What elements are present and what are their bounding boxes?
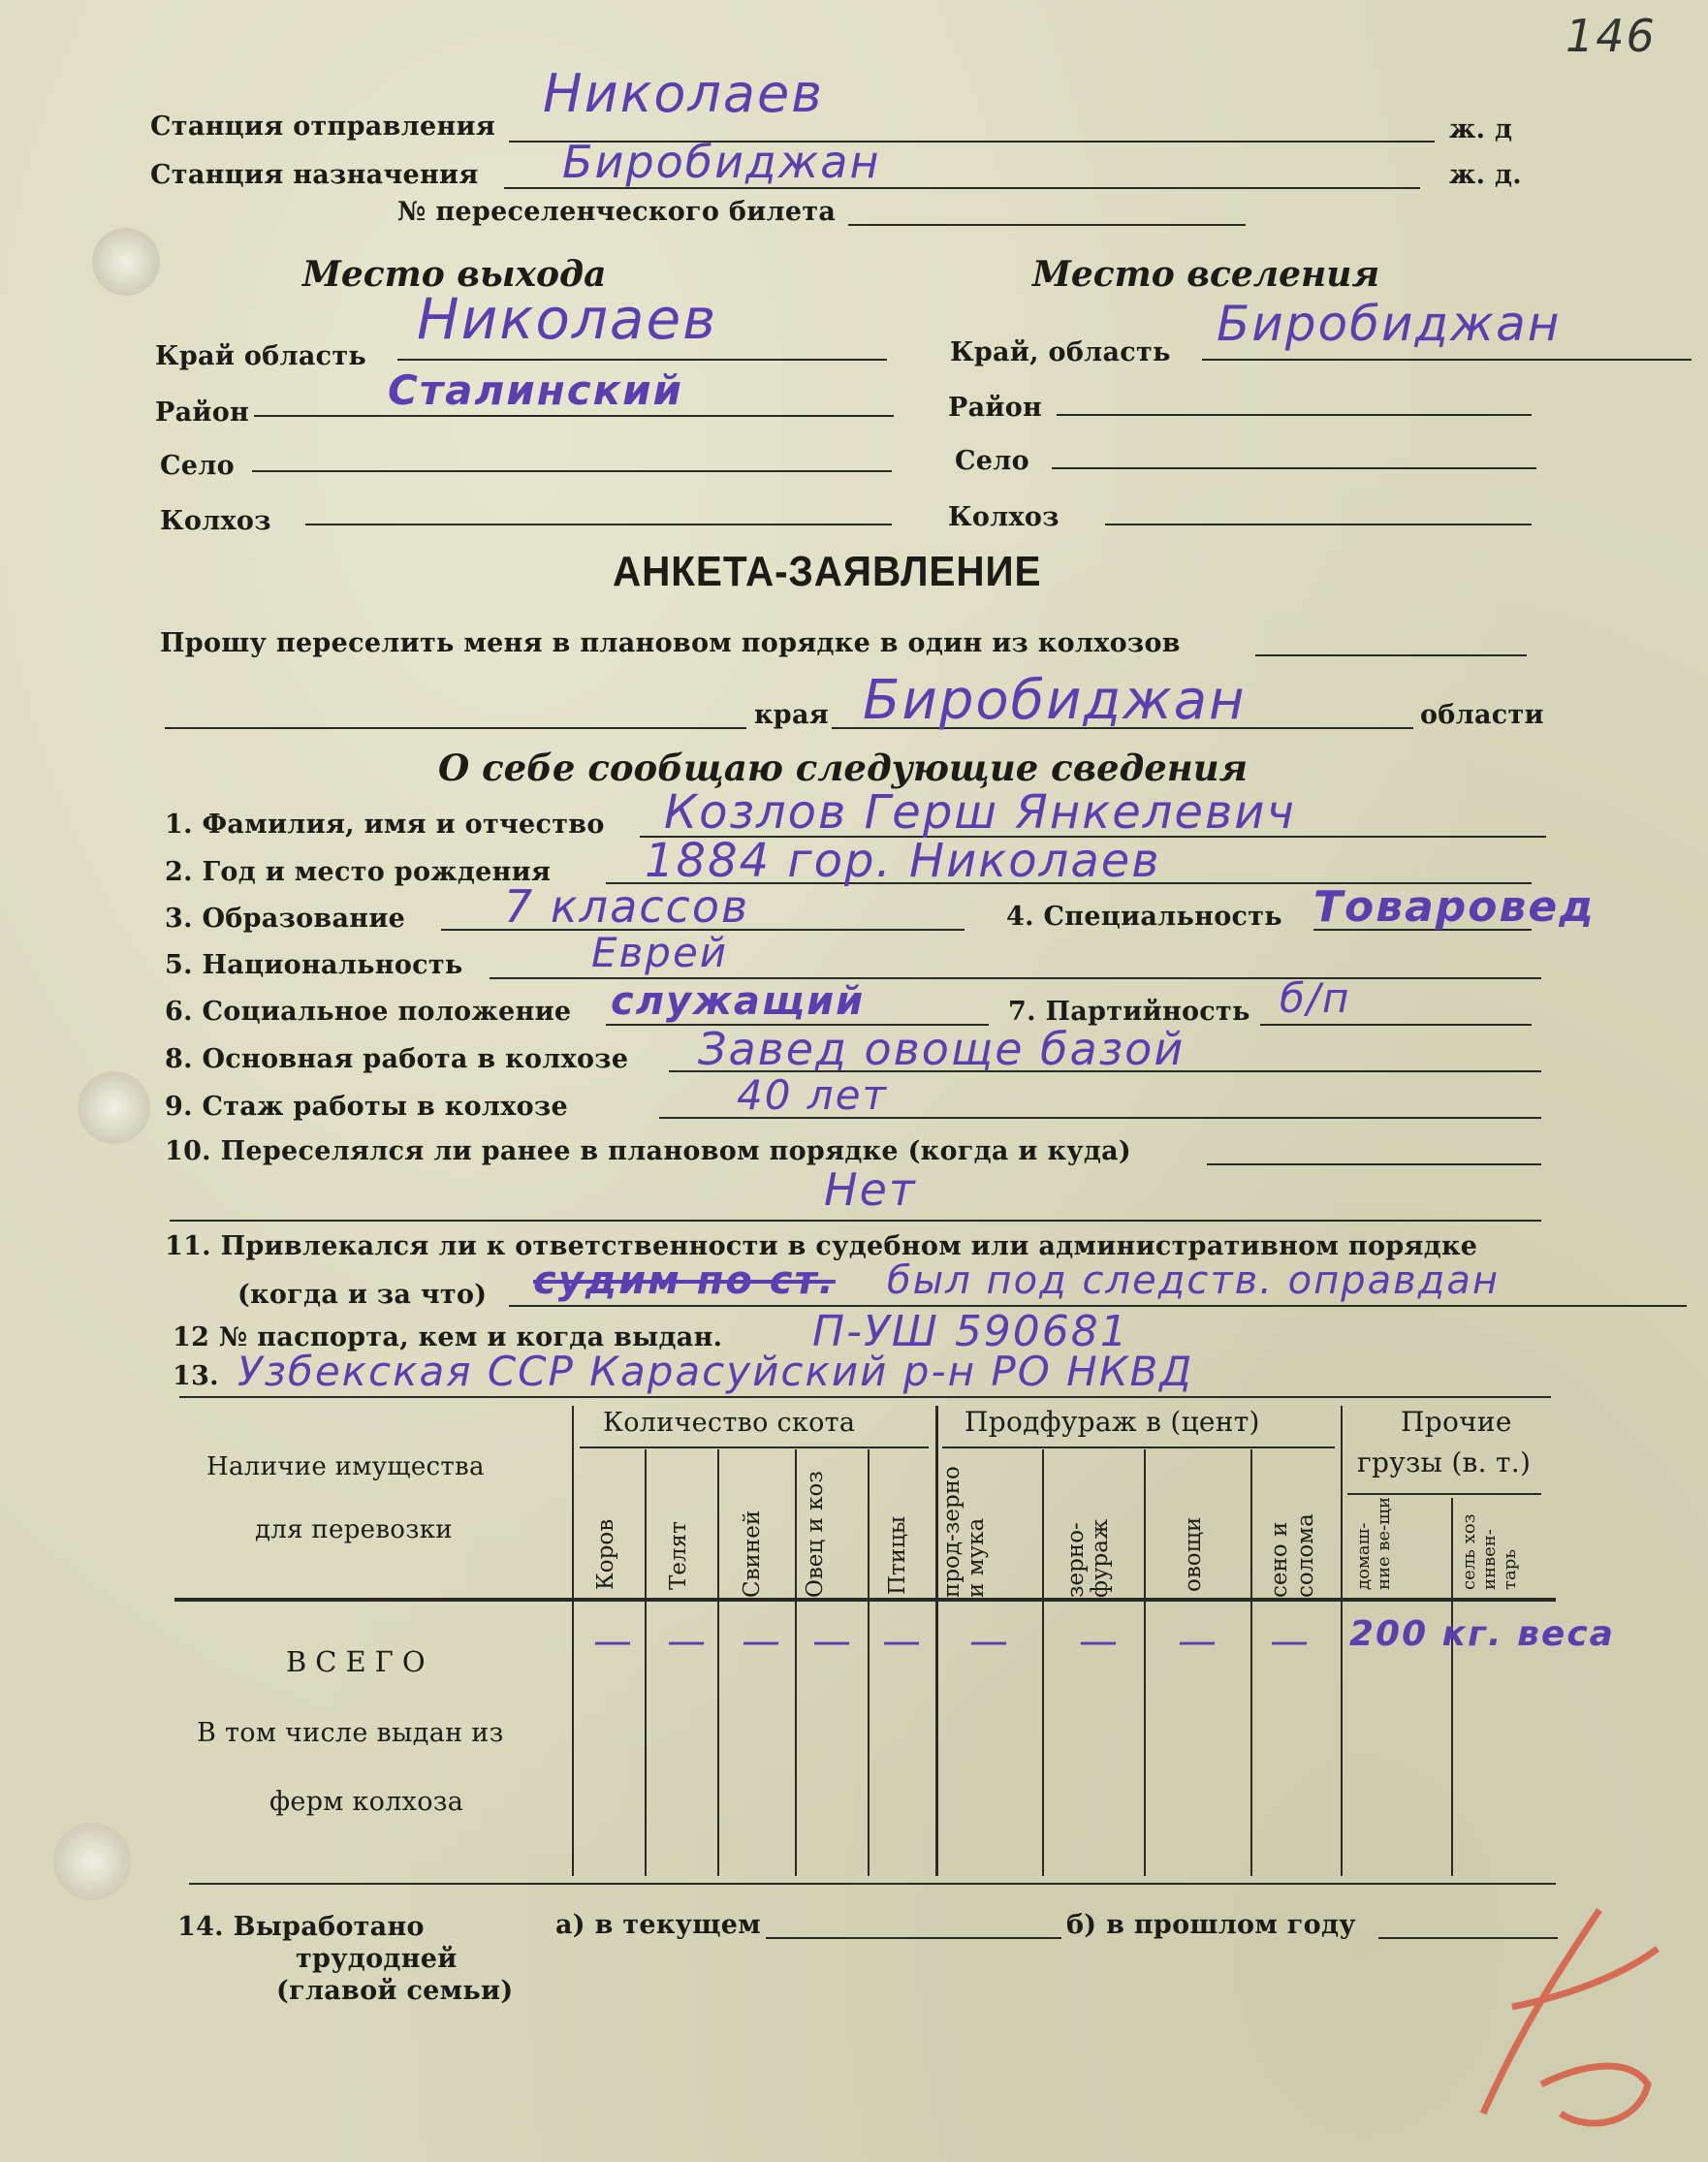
other-group-2: грузы (в. т.) <box>1357 1447 1532 1478</box>
issued-label-2: ферм колхоза <box>269 1787 464 1817</box>
settlement-district-label: Район <box>948 393 1043 423</box>
info-heading: О себе сообщаю следующие сведения <box>438 747 1249 789</box>
field-11-value-struck: судим по ст. <box>533 1258 836 1303</box>
property-label-2: для перевозки <box>255 1515 453 1544</box>
total-label: ВСЕГО <box>286 1645 434 1678</box>
total-poultry: — <box>882 1619 923 1664</box>
field-11-value: был под следств. оправдан <box>887 1258 1501 1303</box>
field-4-value: Товаровед <box>1313 882 1596 932</box>
field-5-label: 5. Национальность <box>165 950 463 980</box>
ticket-line <box>848 224 1246 226</box>
origin-region-value: Николаев <box>417 286 718 352</box>
field-9-value: 40 лет <box>737 1071 888 1119</box>
origin-district-line <box>254 415 894 417</box>
workdays-label-2: трудодней <box>296 1944 458 1974</box>
field-7-label: 7. Партийность <box>1008 997 1250 1027</box>
workdays-current-label: а) в текущем <box>555 1910 761 1940</box>
settlement-district-line <box>1057 414 1532 416</box>
total-pigs: — <box>742 1619 782 1664</box>
fodder-group: Продфураж в (цент) <box>965 1406 1260 1438</box>
column-divider <box>795 1449 797 1876</box>
settlement-village-label: Село <box>955 446 1029 476</box>
table-top-border <box>179 1396 1551 1398</box>
krai-value: Биробиджан <box>863 669 1247 732</box>
departure-suffix: ж. д <box>1449 114 1513 144</box>
total-hay-straw: — <box>1270 1619 1311 1664</box>
column-header-household: домаш-ние ве-щи <box>1353 1497 1394 1590</box>
oblast-label: области <box>1420 700 1544 730</box>
column-header-pigs: Свиней <box>740 1510 765 1598</box>
total-grain-flour: — <box>969 1619 1010 1664</box>
column-divider <box>1451 1498 1453 1876</box>
column-header-sheep: Овец и коз <box>803 1471 828 1598</box>
form-title: АНКЕТА-ЗАЯВЛЕНИЕ <box>613 548 1042 595</box>
table-sub-line <box>580 1447 929 1448</box>
field-8-value: Завед овоще базой <box>698 1023 1186 1075</box>
settlement-village-line <box>1052 467 1536 469</box>
issued-label-1: В том числе выдан из <box>197 1718 504 1748</box>
field-10-line <box>1207 1163 1541 1165</box>
origin-region-line <box>397 359 887 361</box>
red-pencil-mark <box>1454 1891 1677 2143</box>
settlement-region-line <box>1202 359 1692 361</box>
origin-village-line <box>252 470 892 472</box>
total-cows: — <box>593 1619 634 1664</box>
workdays-label-3: (главой семьи) <box>276 1976 514 2006</box>
krai-label: края <box>754 700 830 730</box>
settlement-region-label: Край, область <box>950 337 1171 367</box>
column-header-vegetables: овощи <box>1181 1516 1206 1592</box>
request-text: Прошу переселить меня в плановом порядке в один из колхозов <box>160 628 1181 658</box>
request-line-2 <box>165 727 746 729</box>
departure-value: Николаев <box>543 63 825 124</box>
field-13-value: Узбекская ССР Карасуйский р-н РО НКВД <box>237 1348 1194 1395</box>
pin-hole <box>78 1071 150 1144</box>
field-12-value: П-УШ 590681 <box>812 1307 1129 1356</box>
field-6-label: 6. Социальное положение <box>165 997 572 1027</box>
column-divider <box>645 1449 647 1876</box>
field-3-label: 3. Образование <box>165 904 406 934</box>
field-10-value: Нет <box>824 1163 917 1216</box>
request-line <box>1255 654 1527 656</box>
origin-region-label: Край область <box>155 341 367 371</box>
field-8-label: 8. Основная работа в колхозе <box>165 1044 629 1074</box>
field-13-label: 13. <box>173 1361 219 1391</box>
total-household: 200 кг. веса <box>1349 1614 1615 1654</box>
field-1-label: 1. Фамилия, имя и отчество <box>165 810 605 840</box>
column-header-hay-straw: сено и солома <box>1267 1513 1318 1598</box>
field-6-value: служащий <box>611 979 866 1024</box>
settlement-region-value: Биробиджан <box>1217 296 1562 352</box>
workdays-label-1: 14. Выработано <box>177 1912 425 1942</box>
field-9-label: 9. Стаж работы в колхозе <box>165 1092 568 1122</box>
total-grain-fodder: — <box>1079 1619 1120 1664</box>
destination-suffix: ж. д. <box>1449 160 1522 190</box>
field-5-value: Еврей <box>591 929 729 976</box>
total-vegetables: — <box>1178 1619 1218 1664</box>
column-header-grain-fodder: зерно-фураж <box>1063 1518 1113 1598</box>
column-divider <box>717 1449 719 1876</box>
column-header-grain-flour: прод-зерно и мука <box>939 1466 989 1598</box>
origin-district-label: Район <box>155 397 250 428</box>
column-header-cows: Коров <box>593 1518 618 1590</box>
property-label-1: Наличие имущества <box>206 1452 485 1481</box>
field-7-value: б/п <box>1280 974 1351 1022</box>
column-divider <box>868 1449 870 1876</box>
column-divider <box>1250 1449 1252 1876</box>
column-divider <box>1042 1449 1044 1876</box>
table-vline <box>935 1406 938 1876</box>
column-header-poultry: Птицы <box>885 1515 910 1595</box>
table-header-bottom <box>174 1598 1556 1602</box>
field-2-label: 2. Год и место рождения <box>165 857 552 887</box>
field-4-label: 4. Специальность <box>1006 902 1282 932</box>
other-group-1: Прочие <box>1401 1406 1512 1438</box>
settlement-kolkhoz-line <box>1105 524 1532 525</box>
origin-kolkhoz-line <box>305 524 892 525</box>
total-sheep: — <box>812 1619 853 1664</box>
total-calves: — <box>667 1619 708 1664</box>
table-sub-line <box>942 1447 1335 1448</box>
pin-hole <box>53 1823 131 1900</box>
workdays-last-label: б) в прошлом году <box>1066 1910 1356 1940</box>
column-header-farm-tools: сель хоз инвен-тарь <box>1459 1513 1520 1590</box>
field-10-line-2 <box>170 1220 1541 1222</box>
page-number: 146 <box>1566 10 1657 62</box>
field-11-label: 11. Привлекался ли к ответственности в судебном или административном порядке <box>165 1231 1478 1261</box>
destination-value: Биробиджан <box>562 136 881 188</box>
origin-kolkhoz-label: Колхоз <box>160 506 271 536</box>
field-7-line <box>1260 1024 1532 1026</box>
origin-village-label: Село <box>160 451 235 481</box>
livestock-group: Количество скота <box>603 1408 856 1438</box>
workdays-current-line <box>766 1937 1061 1939</box>
settlement-kolkhoz-label: Колхоз <box>948 502 1060 532</box>
destination-label: Станция назначения <box>150 160 479 190</box>
field-11-label-2: (когда и за что) <box>237 1280 488 1310</box>
pin-hole <box>92 228 160 296</box>
table-vline <box>1341 1406 1343 1876</box>
departure-label: Станция отправления <box>150 111 496 142</box>
settlement-title: Место вселения <box>1032 254 1380 295</box>
field-2-value: 1884 гор. Николаев <box>645 834 1161 888</box>
field-3-value: 7 классов <box>504 880 750 933</box>
origin-title: Место выхода <box>302 254 607 295</box>
origin-district-value: Сталинский <box>388 366 683 414</box>
table-bottom-border <box>189 1883 1556 1885</box>
column-header-calves: Телят <box>666 1521 691 1590</box>
field-12-label: 12 № паспорта, кем и когда выдан. <box>173 1322 723 1352</box>
ticket-label: № переселенческого билета <box>397 197 837 227</box>
column-divider <box>1144 1449 1146 1876</box>
field-1-value: Козлов Герш Янкелевич <box>664 785 1296 840</box>
field-10-label: 10. Переселялся ли ранее в плановом порядке (когда и куда) <box>165 1136 1131 1166</box>
table-vline <box>572 1406 574 1876</box>
